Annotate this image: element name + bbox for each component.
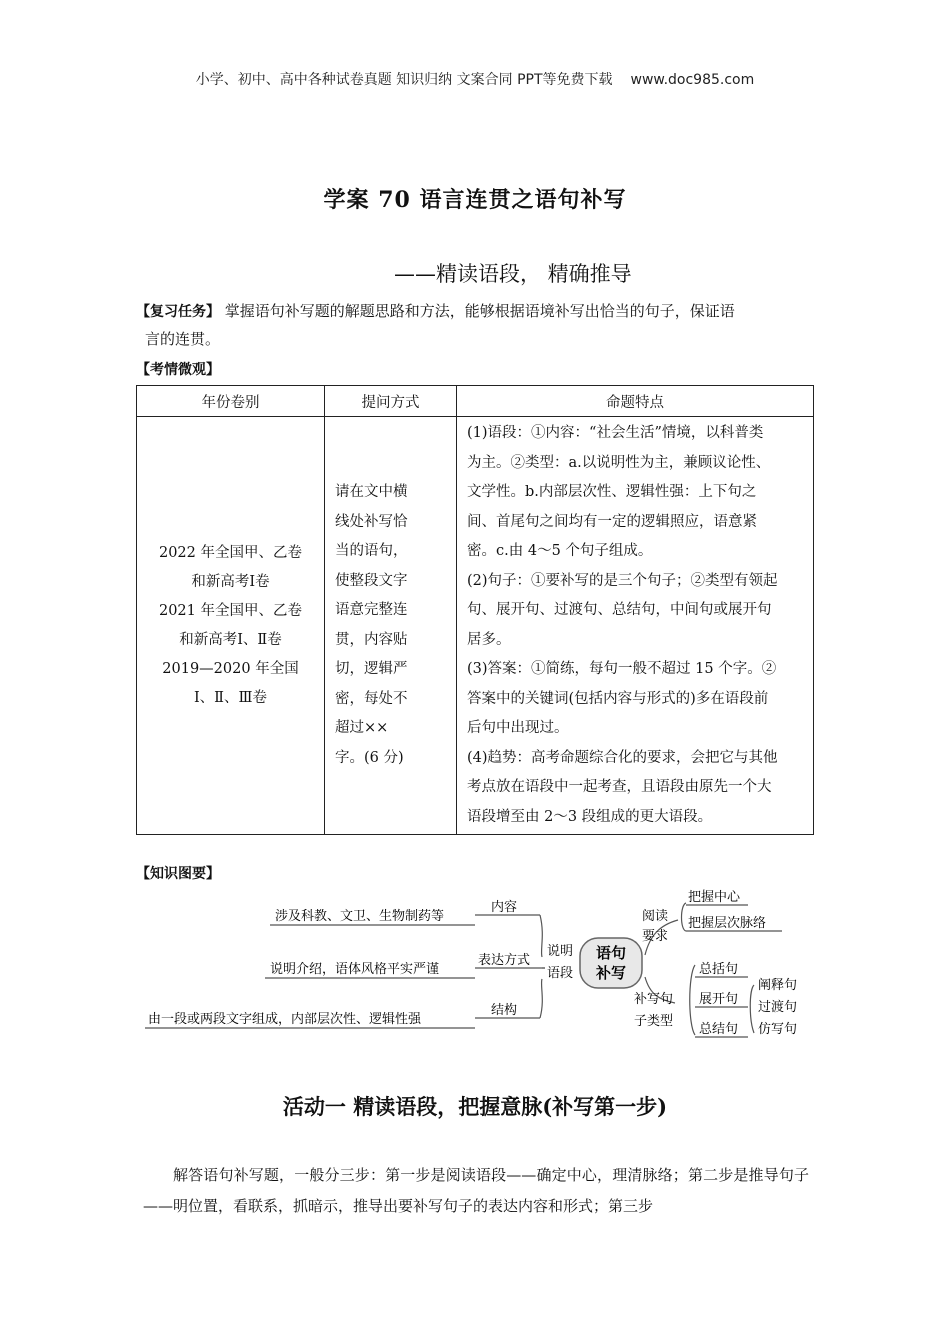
reading-item-2: 把握层次脉络 <box>688 916 767 931</box>
review-line1: 掌握语句补写题的解题思路和方法，能够根据语境补写出恰当的句子，保证语 <box>224 302 735 320</box>
reading-item-1: 把握中心 <box>688 890 741 905</box>
features-cell <box>457 417 814 835</box>
reading-label-1: 阅读 <box>642 909 669 924</box>
feature-line: 密。c.由 4～5 个句子组成。 <box>467 543 653 559</box>
exam-table <box>136 385 814 835</box>
page-subtitle: ——精读语段， 精确推导 <box>394 262 632 286</box>
types-label-1: 补写句 <box>634 992 674 1007</box>
header-question: 提问方式 <box>325 386 457 417</box>
center-label-2: 补写 <box>595 964 627 982</box>
question-line: 线处补写恰 <box>335 513 408 530</box>
feature-line: 居多。 <box>467 631 511 648</box>
type-item-1: 总括句 <box>699 962 739 977</box>
branch-content-detail: 涉及科教、文卫、生物制药等 <box>275 909 445 924</box>
year-line: 2021 年全国甲、乙卷 <box>158 602 302 619</box>
question-cell <box>325 417 457 835</box>
feature-line: 答案中的关键词(包括内容与形式的)多在语段前 <box>467 690 769 707</box>
feature-line: 语段增至由 2～3 段组成的更大语段。 <box>467 808 713 825</box>
types-label-2: 子类型 <box>634 1014 674 1029</box>
year-line: 和新高考Ⅰ、Ⅱ卷 <box>179 631 282 648</box>
question-line: 超过×× <box>335 720 389 736</box>
review-label: 【复习任务】 <box>136 304 220 320</box>
feature-line: 文学性。b.内部层次性、逻辑性强：上下句之 <box>467 484 757 500</box>
reading-label-2: 要求 <box>642 929 669 944</box>
review-line2: 言的连贯。 <box>145 330 221 348</box>
intro-paragraph: 解答语句补写题，一般分三步：第一步是阅读语段——确定中心，理清脉络；第二步是推导句子——明位置，看联系，抓暗示，推导出要补写句子的表达内容和形式；第三步 <box>143 1166 809 1215</box>
feature-line: (3)答案：①简练，每句一般不超过 15 个字。② <box>467 661 777 677</box>
header-text: 小学、初中、高中各种试卷真题 知识归纳 文案合同 PPT等免费下载 <box>195 72 613 88</box>
type-item-2: 展开句 <box>699 992 739 1007</box>
exam-label: 【考情微观】 <box>136 362 220 378</box>
year-line: Ⅰ、Ⅱ、Ⅲ卷 <box>193 689 268 706</box>
site-header <box>0 69 950 89</box>
question-line: 贯，内容贴 <box>335 631 408 648</box>
question-line: 请在文中横 <box>335 484 408 500</box>
year-line: 和新高考Ⅰ卷 <box>191 573 270 590</box>
sub-item-2: 过渡句 <box>758 1000 798 1015</box>
branch-content-label: 内容 <box>491 900 518 915</box>
question-line: 切，逻辑严 <box>335 661 408 677</box>
header-url[interactable]: www.doc985.com <box>630 72 755 88</box>
center-label-1: 语句 <box>595 944 627 962</box>
question-line: 字。(6 分) <box>335 749 404 766</box>
feature-line: 后句中出现过。 <box>467 720 569 736</box>
left-node-label-1: 说明 <box>547 944 574 959</box>
feature-line: 为主。②类型：a.以说明性为主，兼顾议论性、 <box>467 454 771 471</box>
feature-line: (1)语段：①内容：“社会生活”情境，以科普类 <box>467 425 764 441</box>
question-line: 密，每处不 <box>335 690 408 707</box>
header-features: 命题特点 <box>457 386 814 417</box>
question-line: 使整段文字 <box>335 572 408 589</box>
branch-structure-label: 结构 <box>491 1003 518 1018</box>
sub-item-1: 阐释句 <box>758 978 798 993</box>
branch-expression-label: 表达方式 <box>478 953 531 968</box>
feature-line: 间、首尾句之间均有一定的逻辑照应，语意紧 <box>467 513 757 530</box>
sub-item-3: 仿写句 <box>758 1022 798 1037</box>
year-cell <box>137 417 325 835</box>
page-title: 学案 70 语言连贯之语句补写 <box>323 187 627 213</box>
type-item-3: 总结句 <box>699 1022 739 1037</box>
left-node-label-2: 语段 <box>547 966 574 981</box>
question-line: 语意完整连 <box>335 602 408 618</box>
year-line: 2019—2020 年全国 <box>162 660 299 677</box>
feature-line: (4)趋势：高考命题综合化的要求，会把它与其他 <box>467 749 778 766</box>
branch-structure-detail: 由一段或两段文字组成，内部层次性、逻辑性强 <box>148 1012 422 1027</box>
year-line: 2022 年全国甲、乙卷 <box>158 544 302 561</box>
knowledge-label: 【知识图要】 <box>136 866 220 882</box>
feature-line: 句、展开句、过渡句、总结句，中间句或展开句 <box>467 602 772 618</box>
question-line: 当的语句， <box>335 543 408 559</box>
header-year: 年份卷别 <box>137 386 325 417</box>
knowledge-mindmap <box>140 885 820 1045</box>
review-task <box>136 298 816 353</box>
activity-title: 活动一 精读语段，把握意脉(补写第一步) <box>282 1094 668 1119</box>
feature-line: 考点放在语段中一起考查，且语段由原先一个大 <box>467 779 772 795</box>
feature-line: (2)句子：①要补写的是三个句子；②类型有领起 <box>467 572 778 589</box>
branch-expression-detail: 说明介绍，语体风格平实严谨 <box>270 962 440 977</box>
